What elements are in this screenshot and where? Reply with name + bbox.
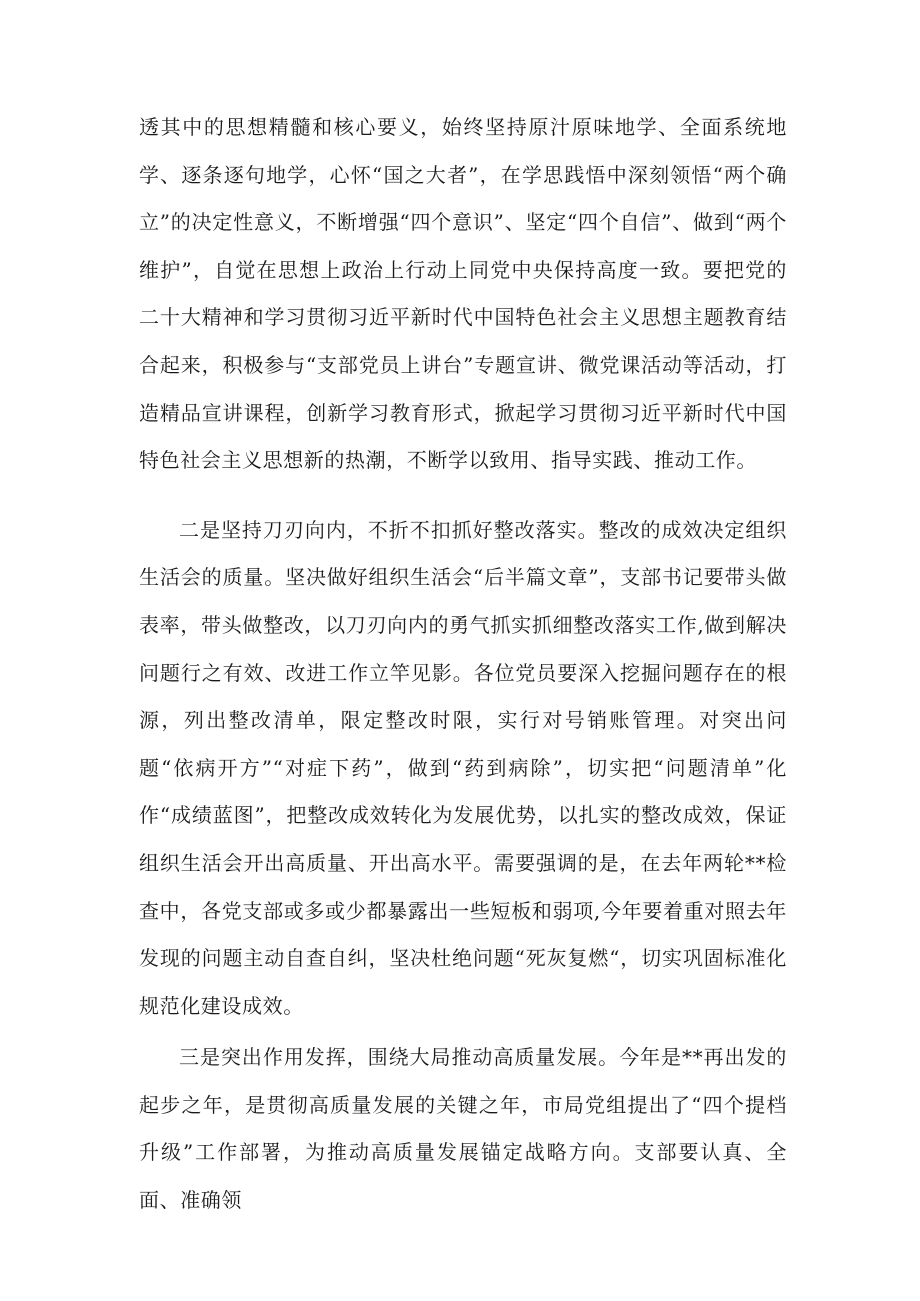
document-body bbox=[139, 104, 787, 1225]
paragraph-continuation: 透其中的思想精髓和核心要义，始终坚持原汁原味地学、全面系统地学、逐条逐句地学，心怀“国之大者”，在学思践悟中深刻领悟“两个确立”的决定性意义，不断增强“四个意识”、坚定“四个自信”、做到“两个维护”，自觉在思想上政治上行动上同党中央保持高度一致。要把党的二十大精神和学习贯彻习近平新时代中国特色社会主义思想主题教育结合起来，积极参与“支部党员上讲台”专题宣讲、微党课活动等活动，打造精品宣讲课程，创新学习教育形式，掀起学习贯彻习近平新时代中国特色社会主义思想新的热潮，不断学以致用、指导实践、推动工作。 bbox=[139, 115, 787, 473]
paragraph-rectification: 二是坚持刀刃向内，不折不扣抓好整改落实。整改的成效决定组织生活会的质量。坚决做好组织生活会“后半篇文章”，支部书记要带头做表率，带头做整改，以刀刃向内的勇气抓实抓细整改落实工作,做到解决问题行之有效、改进工作立竿见影。各位党员要深入挖掘问题存在的根源，列出整改清单，限定整改时限，实行对号销账管理。对突出问题“依病开方”“对症下药”，做到“药到病除”，切实把“问题清单”化作“成绩蓝图”，把整改成效转化为发展优势，以扎实的整改成效，保证组织生活会开出高质量、开出高水平。需要强调的是，在去年两轮**检查中，各党支部或多或少都暴露出一些短板和弱项,今年要着重对照去年发现的问题主动自查自纠，坚决杜绝问题“死灰复燃“，切实巩固标准化规范化建设成效。 bbox=[139, 517, 787, 1018]
paragraph-development: 三是突出作用发挥，围绕大局推动高质量发展。今年是**再出发的起步之年，是贯彻高质量发展的关键之年，市局党组提出了“四个提档升级”工作部署，为推动高质量发展锚定战略方向。支部要认真、全面、准确领 bbox=[139, 1045, 787, 1213]
